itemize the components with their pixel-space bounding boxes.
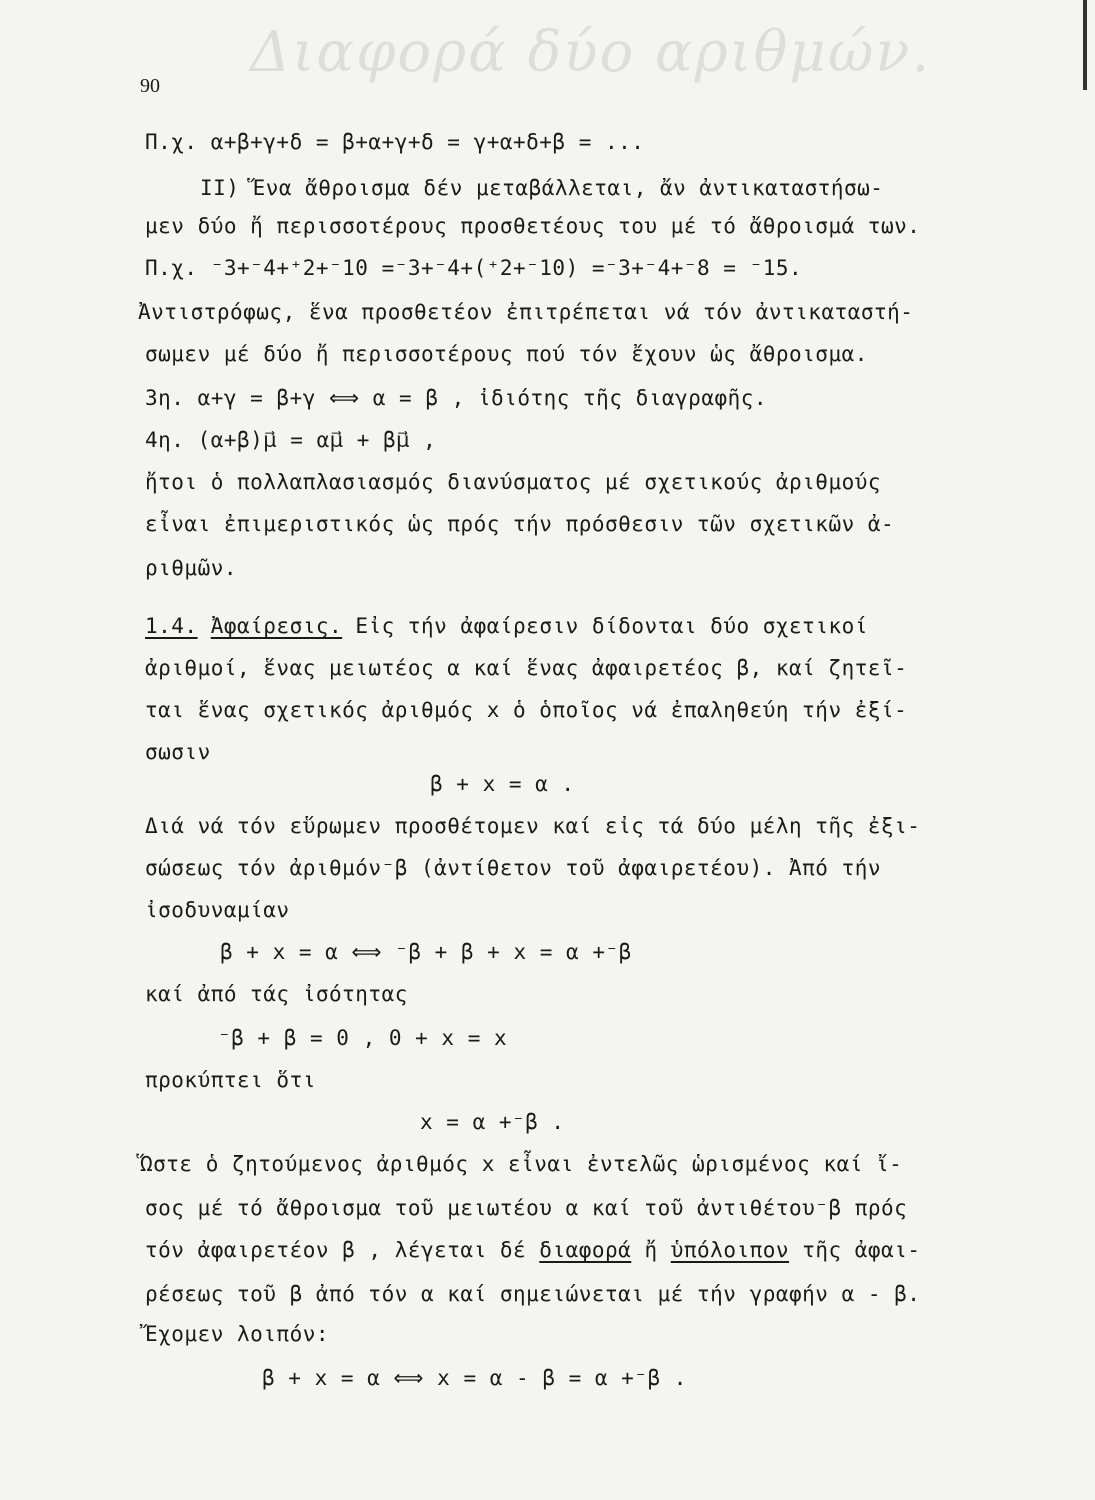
text-line: 4η. (α+β)μ⃗ = αμ⃗ + βμ⃗ ,: [145, 428, 437, 452]
section-intro-text: Εἰς τήν ἀφαίρεσιν δίδονται δύο σχετικοί: [342, 614, 868, 638]
term-remainder: ὑπόλοιπον: [670, 1238, 790, 1262]
text-line: II) Ἕνα ἄθροισμα δέν μεταβάλλεται, ἄν ἀντικαταστήσω-: [200, 176, 884, 200]
text-line: ἰσοδυναμίαν: [145, 898, 290, 922]
text-line: Ἔχομεν λοιπόν:: [145, 1322, 330, 1346]
text-line: εἶναι ἐπιμεριστικός ὡς πρός τήν πρόσθεσιν τῶν σχετικῶν ἀ-: [145, 512, 895, 536]
text-line: ριθμῶν.: [145, 556, 238, 580]
text-line: Διά νά τόν εὕρωμεν προσθέτομεν καί εἰς τά δύο μέλη τῆς ἐξι-: [145, 814, 921, 838]
page-edge-mark: [1083, 0, 1087, 90]
section-title: Ἀφαίρεσις.: [210, 614, 343, 638]
section-heading-line: [145, 614, 868, 638]
term-difference: διαφορά: [539, 1238, 632, 1262]
text-line: 3η. α+γ = β+γ ⟺ α = β , ἰδιότης τῆς διαγραφῆς.: [145, 386, 768, 410]
text-line: σώσεως τόν ἀριθμόν⁻β (ἀντίθετον τοῦ ἀφαιρετέου). Ἀπό τήν: [145, 856, 882, 880]
text-line: Ὥστε ὁ ζητούμενος ἀριθμός x εἶναι ἐντελῶς ὡρισμένος καί ἴ-: [140, 1152, 903, 1176]
definition-line: [145, 1238, 920, 1262]
page-number: 90: [140, 75, 160, 97]
text-line: ρέσεως τοῦ β ἀπό τόν α καί σημειώνεται μέ τήν γραφήν α - β.: [145, 1282, 921, 1306]
text-line: σωσιν: [145, 740, 211, 764]
equation: β + x = α ⟺ x = α - β = α +⁻β .: [262, 1366, 687, 1390]
equation: β + x = α .: [430, 772, 575, 796]
text-line: Ἀντιστρόφως, ἕνα προσθετέον ἐπιτρέπεται νά τόν ἀντικαταστή-: [138, 300, 914, 324]
text-line: σος μέ τό ἄθροισμα τοῦ μειωτέου α καί τοῦ ἀντιθέτου⁻β πρός: [145, 1196, 908, 1220]
text-line: προκύπτει ὅτι: [145, 1068, 316, 1092]
text-line: ται ἕνας σχετικός ἀριθμός x ὁ ὁποῖος νά ἐπαληθεύη τήν ἐξί-: [145, 698, 908, 722]
bleed-through-heading: Διαφορά δύο αριθμών.: [250, 20, 932, 85]
text-line: Π.χ. ⁻3+⁻4+⁺2+⁻10 =⁻3+⁻4+(⁺2+⁻10) =⁻3+⁻4+⁻8 = ⁻15.: [145, 256, 803, 280]
text-line: ἀριθμοί, ἕνας μειωτέος α καί ἕνας ἀφαιρετέος β, καί ζητεῖ-: [145, 656, 908, 680]
text-line: ἤτοι ὁ πολλαπλασιασμός διανύσματος μέ σχετικούς ἀριθμούς: [145, 470, 882, 494]
equation: β + x = α ⟺ ⁻β + β + x = α +⁻β: [220, 940, 632, 964]
equation: x = α +⁻β .: [420, 1110, 565, 1134]
section-number: 1.4.: [145, 614, 198, 638]
text-line: καί ἀπό τάς ἰσότητας: [145, 982, 408, 1006]
text-line: σωμεν μέ δύο ἤ περισσοτέρους πού τόν ἔχουν ὡς ἄθροισμα.: [145, 342, 868, 366]
equation: ⁻β + β = 0 , 0 + x = x: [218, 1026, 508, 1050]
text-line: μεν δύο ἤ περισσοτέρους προσθετέους του μέ τό ἄθροισμά των.: [145, 214, 921, 238]
text-fragment: τόν ἀφαιρετέον β , λέγεται δέ: [145, 1238, 540, 1262]
text-line: Π.χ. α+β+γ+δ = β+α+γ+δ = γ+α+δ+β = ...: [145, 130, 645, 154]
text-fragment: ἤ: [631, 1238, 671, 1262]
text-fragment: τῆς ἀφαι-: [789, 1238, 921, 1262]
